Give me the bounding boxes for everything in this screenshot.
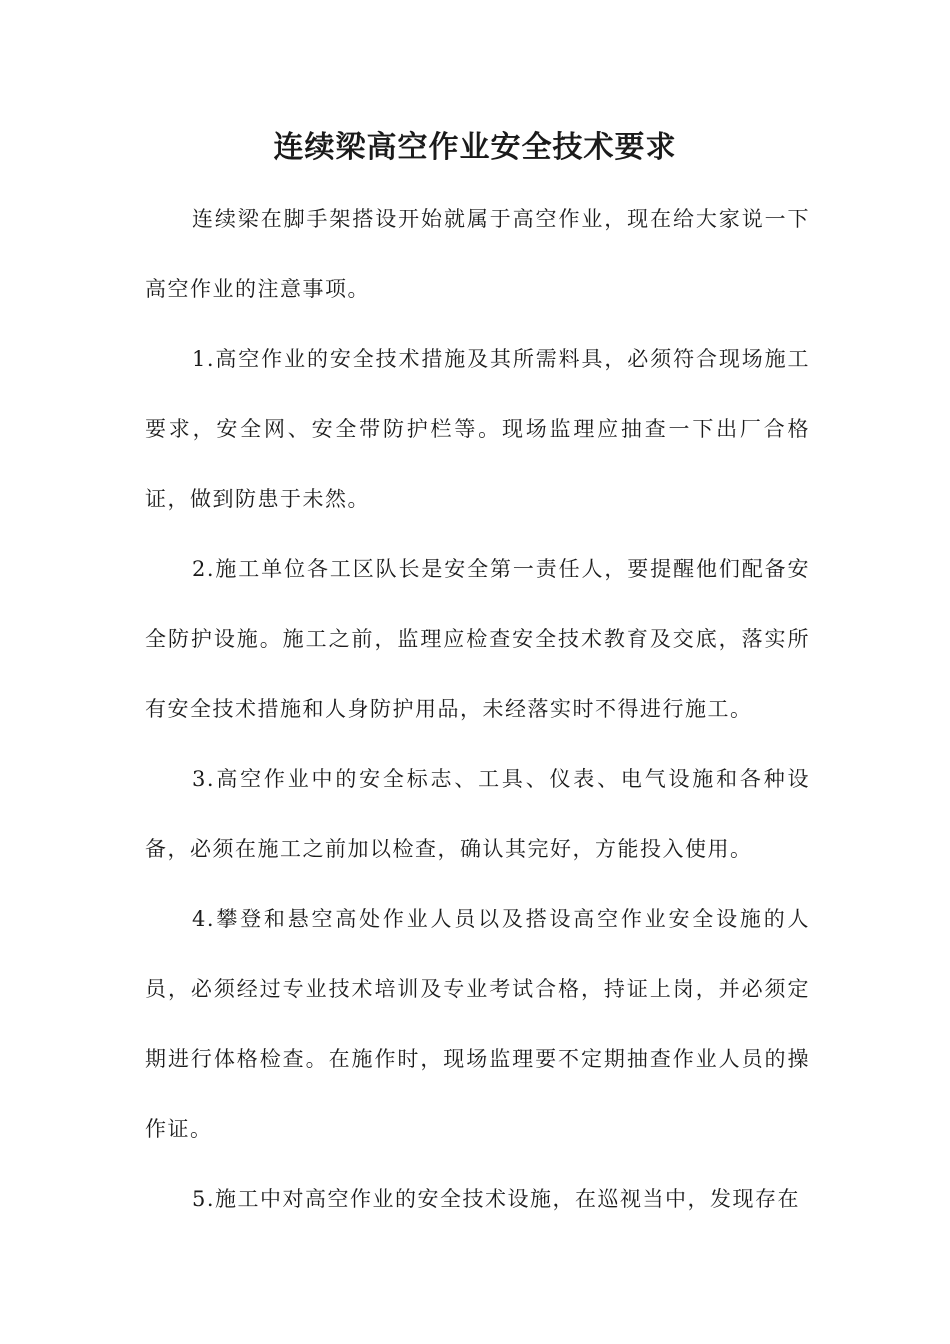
- document-title: 连续梁高空作业安全技术要求: [273, 130, 677, 165]
- requirement-1-paragraph: 1.高空作业的安全技术措施及其所需料具，必须符合现场施工要求，安全网、安全带防护栏等。现场监理应抽查一下出厂合格证，做到防患于未然。: [145, 347, 810, 511]
- intro-paragraph: 连续梁在脚手架搭设开始就属于高空作业，现在给大家说一下高空作业的注意事项。: [145, 207, 810, 301]
- document-body: [145, 184, 810, 1234]
- requirement-5-paragraph: 5.施工中对高空作业的安全技术设施，在巡视当中，发现存在: [192, 1187, 801, 1211]
- requirement-4-paragraph: 4.攀登和悬空高处作业人员以及搭设高空作业安全设施的人员，必须经过专业技术培训及专业考试合格，持证上岗，并必须定期进行体格检查。在施作时，现场监理要不定期抽查作业人员的操作证。: [145, 907, 810, 1141]
- requirement-3-paragraph: 3.高空作业中的安全标志、工具、仪表、电气设施和各种设备，必须在施工之前加以检查，确认其完好，方能投入使用。: [145, 767, 810, 861]
- requirement-2-paragraph: 2.施工单位各工区队长是安全第一责任人，要提醒他们配备安全防护设施。施工之前，监理应检查安全技术教育及交底，落实所有安全技术措施和人身防护用品，未经落实时不得进行施工。: [145, 557, 810, 721]
